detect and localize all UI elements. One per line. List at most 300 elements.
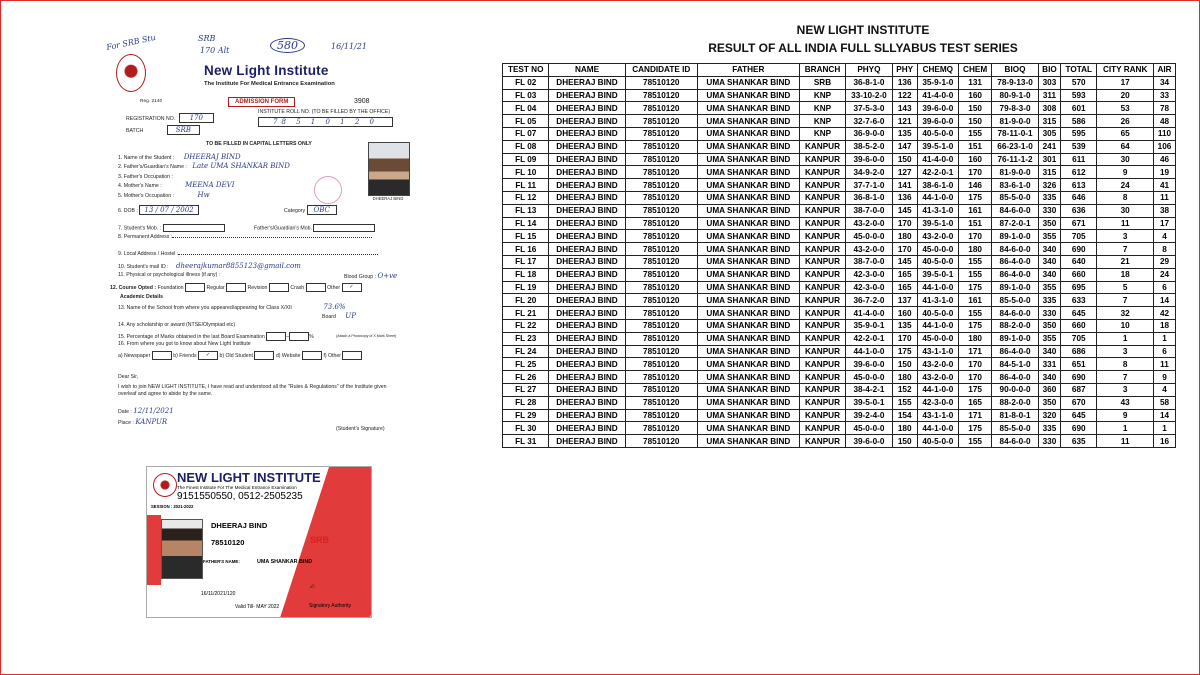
table-cell: 87-2-0-1 bbox=[992, 217, 1038, 230]
table-cell: 690 bbox=[1061, 371, 1097, 384]
table-cell: UMA SHANKAR BIND bbox=[697, 345, 799, 358]
table-cell: FL 14 bbox=[503, 217, 549, 230]
table-row bbox=[503, 307, 1176, 320]
table-row bbox=[503, 268, 1176, 281]
table-row bbox=[503, 89, 1176, 102]
table-cell: 165 bbox=[892, 281, 917, 294]
column-header: PHYQ bbox=[846, 64, 892, 77]
table-cell: UMA SHANKAR BIND bbox=[697, 179, 799, 192]
table-cell: 7 bbox=[1097, 294, 1154, 307]
table-cell: SRB bbox=[799, 76, 845, 89]
table-cell: 43-2-0-0 bbox=[917, 371, 958, 384]
table-cell: 18 bbox=[1097, 268, 1154, 281]
table-cell: 78510120 bbox=[625, 255, 697, 268]
table-cell: 4 bbox=[1154, 383, 1176, 396]
card-signature-label: Signatory Authority bbox=[309, 603, 351, 609]
table-row bbox=[503, 396, 1176, 409]
table-cell: 44-1-0-0 bbox=[917, 383, 958, 396]
table-cell: 311 bbox=[1038, 89, 1060, 102]
table-cell: 136 bbox=[892, 191, 917, 204]
table-cell: 3 bbox=[1097, 383, 1154, 396]
column-header: PHY bbox=[892, 64, 917, 77]
table-cell: 180 bbox=[892, 371, 917, 384]
table-cell: FL 21 bbox=[503, 307, 549, 320]
table-cell: 41-3-1-0 bbox=[917, 204, 958, 217]
table-cell: KNP bbox=[799, 127, 845, 140]
results-body bbox=[503, 76, 1176, 447]
table-cell: UMA SHANKAR BIND bbox=[697, 435, 799, 448]
table-cell: 539 bbox=[1061, 140, 1097, 153]
table-cell: 145 bbox=[892, 204, 917, 217]
field-row: 7. Student's Mob. : bbox=[118, 224, 225, 232]
table-cell: 175 bbox=[958, 319, 991, 332]
table-cell: UMA SHANKAR BIND bbox=[697, 115, 799, 128]
table-cell: 170 bbox=[892, 243, 917, 256]
table-cell: 340 bbox=[1038, 268, 1060, 281]
table-cell: 660 bbox=[1061, 268, 1097, 281]
table-cell: 78510120 bbox=[625, 345, 697, 358]
table-cell: 43-1-1-0 bbox=[917, 345, 958, 358]
table-cell: 645 bbox=[1061, 409, 1097, 422]
table-cell: 43-2-0-0 bbox=[846, 243, 892, 256]
table-row bbox=[503, 166, 1176, 179]
table-cell: 8 bbox=[1097, 191, 1154, 204]
table-cell: 79-8-3-0 bbox=[992, 102, 1038, 115]
table-cell: FL 31 bbox=[503, 435, 549, 448]
table-row bbox=[503, 127, 1176, 140]
table-cell: 340 bbox=[1038, 243, 1060, 256]
card-id: 78510120 bbox=[211, 538, 245, 547]
table-cell: 671 bbox=[1061, 217, 1097, 230]
table-cell: 136 bbox=[892, 76, 917, 89]
institute-logo-icon bbox=[116, 54, 146, 92]
table-cell: 5 bbox=[1097, 281, 1154, 294]
table-cell: 35-9-1-0 bbox=[917, 76, 958, 89]
table-cell: 170 bbox=[958, 230, 991, 243]
table-cell: FL 15 bbox=[503, 230, 549, 243]
column-header: BIO bbox=[1038, 64, 1060, 77]
table-cell: 80-9-1-0 bbox=[992, 89, 1038, 102]
table-cell: 78510120 bbox=[625, 243, 697, 256]
table-cell: 78-9-13-0 bbox=[992, 76, 1038, 89]
batch-value: SRB bbox=[167, 125, 200, 135]
table-cell: 1 bbox=[1154, 332, 1176, 345]
table-cell: 78510120 bbox=[625, 281, 697, 294]
table-cell: 695 bbox=[1061, 281, 1097, 294]
table-cell: 39-6-0-0 bbox=[846, 153, 892, 166]
table-cell: UMA SHANKAR BIND bbox=[697, 127, 799, 140]
table-row bbox=[503, 383, 1176, 396]
table-row bbox=[503, 345, 1176, 358]
card-valid: Valid Till- MAY 2022 bbox=[235, 604, 280, 610]
table-cell: DHEERAJ BIND bbox=[549, 435, 625, 448]
table-cell: FL 07 bbox=[503, 127, 549, 140]
table-cell: 1 bbox=[1097, 422, 1154, 435]
table-cell: 9 bbox=[1097, 166, 1154, 179]
table-cell: UMA SHANKAR BIND bbox=[697, 204, 799, 217]
table-cell: 53 bbox=[1097, 102, 1154, 115]
table-cell: 161 bbox=[958, 204, 991, 217]
table-cell: UMA SHANKAR BIND bbox=[697, 255, 799, 268]
results-subtitle: RESULT OF ALL INDIA FULL SLLYABUS TEST SERIES bbox=[708, 41, 1018, 55]
source-checkbox[interactable] bbox=[152, 351, 172, 360]
table-cell: 170 bbox=[892, 217, 917, 230]
table-cell: 14 bbox=[1154, 409, 1176, 422]
card-branch: SRB bbox=[310, 535, 330, 545]
table-cell: KANPUR bbox=[799, 153, 845, 166]
table-cell: FL 23 bbox=[503, 332, 549, 345]
table-cell: 145 bbox=[892, 255, 917, 268]
results-table bbox=[502, 63, 1176, 448]
table-cell: FL 02 bbox=[503, 76, 549, 89]
table-cell: 127 bbox=[892, 166, 917, 179]
table-cell: 38-5-2-0 bbox=[846, 140, 892, 153]
admission-form bbox=[96, 26, 426, 446]
table-cell: 32 bbox=[1097, 307, 1154, 320]
capital-note: TO BE FILLED IN CAPITAL LETTERS ONLY bbox=[206, 141, 312, 147]
table-cell: 37-7-1-0 bbox=[846, 179, 892, 192]
table-cell: UMA SHANKAR BIND bbox=[697, 102, 799, 115]
table-cell: 4 bbox=[1154, 230, 1176, 243]
table-cell: 84-6-0-0 bbox=[992, 204, 1038, 217]
table-cell: UMA SHANKAR BIND bbox=[697, 281, 799, 294]
table-cell: 37-5-3-0 bbox=[846, 102, 892, 115]
table-cell: UMA SHANKAR BIND bbox=[697, 332, 799, 345]
table-cell: 175 bbox=[958, 281, 991, 294]
table-cell: 78510120 bbox=[625, 435, 697, 448]
table-cell: KANPUR bbox=[799, 204, 845, 217]
form-brand: New Light Institute bbox=[204, 63, 329, 78]
table-cell: DHEERAJ BIND bbox=[549, 140, 625, 153]
table-cell: 161 bbox=[958, 294, 991, 307]
handwritten-note: 170 Alt bbox=[200, 46, 230, 55]
table-cell: KANPUR bbox=[799, 191, 845, 204]
table-cell: 135 bbox=[892, 319, 917, 332]
table-cell: 42-3-0-0 bbox=[846, 268, 892, 281]
table-cell: FL 05 bbox=[503, 115, 549, 128]
table-cell: KANPUR bbox=[799, 422, 845, 435]
table-cell: 42-2-0-1 bbox=[846, 332, 892, 345]
table-cell: UMA SHANKAR BIND bbox=[697, 76, 799, 89]
table-cell: DHEERAJ BIND bbox=[549, 383, 625, 396]
table-cell: 78510120 bbox=[625, 422, 697, 435]
table-cell: 78510120 bbox=[625, 179, 697, 192]
table-cell: 155 bbox=[958, 268, 991, 281]
table-cell: 106 bbox=[1154, 140, 1176, 153]
table-cell: 38-7-0-0 bbox=[846, 255, 892, 268]
handwritten-note: SRB bbox=[198, 34, 216, 43]
table-cell: FL 08 bbox=[503, 140, 549, 153]
table-cell: 24 bbox=[1097, 179, 1154, 192]
table-cell: 46 bbox=[1154, 153, 1176, 166]
q16-row: 16. From where you got to know about New Light Institute bbox=[118, 341, 251, 347]
table-cell: KANPUR bbox=[799, 140, 845, 153]
table-row bbox=[503, 332, 1176, 345]
table-cell: 360 bbox=[1038, 383, 1060, 396]
table-cell: FL 16 bbox=[503, 243, 549, 256]
table-cell: 29 bbox=[1154, 255, 1176, 268]
table-cell: 150 bbox=[892, 358, 917, 371]
table-cell: 131 bbox=[958, 76, 991, 89]
board-row: Board UP bbox=[322, 312, 356, 320]
academic-label: Academic Details bbox=[120, 294, 163, 300]
field-row: 4. Mother's Name : MEENA DEVI bbox=[118, 181, 235, 189]
guardian-mob-row: Father's/Guardian's Mob. bbox=[254, 224, 375, 232]
table-cell: 331 bbox=[1038, 358, 1060, 371]
column-header: TEST NO bbox=[503, 64, 549, 77]
table-cell: UMA SHANKAR BIND bbox=[697, 217, 799, 230]
table-cell: FL 30 bbox=[503, 422, 549, 435]
table-cell: 9 bbox=[1097, 409, 1154, 422]
table-cell: 1 bbox=[1154, 422, 1176, 435]
table-cell: 78510120 bbox=[625, 230, 697, 243]
course-checkbox[interactable] bbox=[306, 283, 326, 292]
table-cell: 150 bbox=[892, 153, 917, 166]
table-cell: UMA SHANKAR BIND bbox=[697, 396, 799, 409]
table-cell: 90-0-0-0 bbox=[992, 383, 1038, 396]
table-cell: 660 bbox=[1061, 319, 1097, 332]
table-row bbox=[503, 435, 1176, 448]
table-cell: DHEERAJ BIND bbox=[549, 345, 625, 358]
table-cell: 86-4-0-0 bbox=[992, 345, 1038, 358]
table-cell: 686 bbox=[1061, 345, 1097, 358]
table-cell: 33 bbox=[1154, 89, 1176, 102]
table-cell: 690 bbox=[1061, 422, 1097, 435]
table-cell: 78510120 bbox=[625, 383, 697, 396]
table-cell: 135 bbox=[892, 127, 917, 140]
registration-row bbox=[126, 114, 214, 122]
table-cell: 38-7-0-0 bbox=[846, 204, 892, 217]
table-cell: 39-5-1-0 bbox=[917, 140, 958, 153]
column-header: AIR bbox=[1154, 64, 1176, 77]
table-cell: 633 bbox=[1061, 294, 1097, 307]
table-cell: FL 17 bbox=[503, 255, 549, 268]
table-cell: 170 bbox=[958, 166, 991, 179]
course-row: 12. Course Opted : Foundation Regular Revision Crash Other ✓ bbox=[110, 283, 362, 292]
table-cell: 89-1-0-0 bbox=[992, 332, 1038, 345]
table-cell: UMA SHANKAR BIND bbox=[697, 294, 799, 307]
table-cell: 78510120 bbox=[625, 217, 697, 230]
table-cell: 44-1-0-0 bbox=[917, 319, 958, 332]
table-cell: 640 bbox=[1061, 255, 1097, 268]
table-cell: 180 bbox=[958, 332, 991, 345]
category-row: Category OBC bbox=[284, 206, 337, 214]
table-cell: 39-6-0-0 bbox=[917, 102, 958, 115]
table-cell: 11 bbox=[1154, 358, 1176, 371]
table-cell: 78510120 bbox=[625, 76, 697, 89]
table-cell: 81-8-0-1 bbox=[992, 409, 1038, 422]
table-cell: 41-3-1-0 bbox=[917, 294, 958, 307]
table-cell: 593 bbox=[1061, 89, 1097, 102]
table-cell: 78510120 bbox=[625, 166, 697, 179]
results-title: NEW LIGHT INSTITUTE bbox=[796, 23, 930, 37]
table-cell: 78510120 bbox=[625, 127, 697, 140]
table-cell: 78510120 bbox=[625, 115, 697, 128]
table-cell: 3 bbox=[1097, 345, 1154, 358]
table-cell: 155 bbox=[958, 307, 991, 320]
table-cell: 146 bbox=[958, 179, 991, 192]
table-cell: FL 13 bbox=[503, 204, 549, 217]
table-cell: 335 bbox=[1038, 191, 1060, 204]
table-cell: 350 bbox=[1038, 217, 1060, 230]
table-cell: KANPUR bbox=[799, 345, 845, 358]
table-cell: 611 bbox=[1061, 153, 1097, 166]
table-cell: 155 bbox=[892, 396, 917, 409]
table-row bbox=[503, 179, 1176, 192]
table-cell: 39-5-0-1 bbox=[846, 396, 892, 409]
table-cell: 86-4-0-0 bbox=[992, 268, 1038, 281]
table-cell: 175 bbox=[958, 191, 991, 204]
card-photo bbox=[161, 519, 203, 579]
course-checkbox[interactable] bbox=[269, 283, 289, 292]
field-row: 1. Name of the Student : DHEERAJ BIND bbox=[118, 153, 241, 161]
table-cell: 78510120 bbox=[625, 89, 697, 102]
table-cell: 39-5-1-0 bbox=[917, 217, 958, 230]
table-cell: 150 bbox=[892, 435, 917, 448]
table-cell: 78-11-0-1 bbox=[992, 127, 1038, 140]
roll-value: 78 5 1 0 1 2 0 bbox=[258, 117, 393, 127]
blood-group-row: Blood Group : O+ve bbox=[344, 272, 398, 280]
table-cell: 86-4-0-0 bbox=[992, 371, 1038, 384]
column-header: CANDIDATE ID bbox=[625, 64, 697, 77]
table-cell: 78510120 bbox=[625, 371, 697, 384]
id-card bbox=[146, 466, 372, 618]
table-cell: 687 bbox=[1061, 383, 1097, 396]
table-cell: DHEERAJ BIND bbox=[549, 179, 625, 192]
table-cell: 85-5-0-0 bbox=[992, 294, 1038, 307]
declaration: I wish to join NEW LIGHT INSTITUTE, I have read and understood all the "Rules & Regulations" of the Institute given overleaf and agree to abide by the same. bbox=[118, 384, 387, 397]
table-cell: 355 bbox=[1038, 230, 1060, 243]
table-cell: DHEERAJ BIND bbox=[549, 115, 625, 128]
form-tagline: The Institute For Medical Entrance Examination bbox=[204, 81, 335, 87]
table-cell: KANPUR bbox=[799, 255, 845, 268]
table-cell: 330 bbox=[1038, 307, 1060, 320]
table-cell: DHEERAJ BIND bbox=[549, 268, 625, 281]
table-cell: 170 bbox=[892, 332, 917, 345]
table-cell: 84-6-0-0 bbox=[992, 435, 1038, 448]
table-cell: 43 bbox=[1097, 396, 1154, 409]
batch-row bbox=[126, 126, 200, 134]
table-cell: 1 bbox=[1097, 332, 1154, 345]
table-cell: FL 27 bbox=[503, 383, 549, 396]
table-cell: 78510120 bbox=[625, 332, 697, 345]
table-cell: 110 bbox=[1154, 127, 1176, 140]
table-cell: 34 bbox=[1154, 76, 1176, 89]
table-row bbox=[503, 409, 1176, 422]
table-cell: 78510120 bbox=[625, 294, 697, 307]
table-cell: UMA SHANKAR BIND bbox=[697, 166, 799, 179]
form-title: ADMISSION FORM bbox=[228, 97, 295, 107]
table-cell: 151 bbox=[958, 217, 991, 230]
table-cell: 30 bbox=[1097, 153, 1154, 166]
q15-note: (Attach a Photocopy of X Mark Sheet) bbox=[336, 334, 397, 338]
table-cell: 11 bbox=[1097, 435, 1154, 448]
table-cell: 180 bbox=[958, 243, 991, 256]
table-cell: 705 bbox=[1061, 332, 1097, 345]
table-cell: 160 bbox=[892, 307, 917, 320]
table-cell: 570 bbox=[1061, 76, 1097, 89]
table-cell: 141 bbox=[892, 179, 917, 192]
table-cell: 303 bbox=[1038, 76, 1060, 89]
table-row bbox=[503, 102, 1176, 115]
source-checkbox-checked[interactable]: ✓ bbox=[198, 351, 218, 360]
table-cell: 3 bbox=[1097, 230, 1154, 243]
column-header: CHEM bbox=[958, 64, 991, 77]
table-cell: 64 bbox=[1097, 140, 1154, 153]
table-cell: 44-1-0-0 bbox=[917, 422, 958, 435]
table-cell: 36-9-0-0 bbox=[846, 127, 892, 140]
table-cell: KANPUR bbox=[799, 383, 845, 396]
table-cell: 320 bbox=[1038, 409, 1060, 422]
table-cell: 330 bbox=[1038, 435, 1060, 448]
source-checkbox[interactable] bbox=[342, 351, 362, 360]
course-checkbox-checked[interactable]: ✓ bbox=[342, 283, 362, 292]
table-cell: KANPUR bbox=[799, 166, 845, 179]
table-cell: 350 bbox=[1038, 396, 1060, 409]
table-cell: 155 bbox=[958, 127, 991, 140]
table-cell: UMA SHANKAR BIND bbox=[697, 307, 799, 320]
course-checkbox[interactable] bbox=[185, 283, 205, 292]
source-checkbox[interactable] bbox=[302, 351, 322, 360]
table-cell: FL 28 bbox=[503, 396, 549, 409]
table-cell: 150 bbox=[958, 102, 991, 115]
table-cell: 78510120 bbox=[625, 358, 697, 371]
table-cell: DHEERAJ BIND bbox=[549, 358, 625, 371]
q13-row: 13. Name of the School from where you appeared/appearing for Class X/XII 73.6% bbox=[118, 303, 346, 311]
table-cell: 645 bbox=[1061, 307, 1097, 320]
table-cell: 36-7-2-0 bbox=[846, 294, 892, 307]
card-logo-icon bbox=[153, 473, 177, 497]
table-cell: 42 bbox=[1154, 307, 1176, 320]
q14-row: 14. Any scholarship or award (NTSE/Olympiad etc) bbox=[118, 322, 236, 328]
photo-caption: DHEERAJ BIND bbox=[372, 196, 404, 201]
field-row: 10. Student's mail ID : dheerajkumar8855123@gmail.com bbox=[118, 262, 301, 270]
table-cell: 65 bbox=[1097, 127, 1154, 140]
table-cell: 670 bbox=[1061, 396, 1097, 409]
table-cell: 45-0-0-0 bbox=[917, 332, 958, 345]
table-cell: KANPUR bbox=[799, 409, 845, 422]
table-cell: 78510120 bbox=[625, 319, 697, 332]
table-cell: 586 bbox=[1061, 115, 1097, 128]
table-cell: 39-6-0-0 bbox=[846, 358, 892, 371]
table-cell: 32-7-6-0 bbox=[846, 115, 892, 128]
table-cell: FL 03 bbox=[503, 89, 549, 102]
table-cell: 335 bbox=[1038, 422, 1060, 435]
table-cell: 88-2-0-0 bbox=[992, 396, 1038, 409]
table-cell: 646 bbox=[1061, 191, 1097, 204]
authority-signature-icon: ✍︎ bbox=[309, 583, 315, 591]
course-checkbox[interactable] bbox=[226, 283, 246, 292]
card-father-label: FATHER'S NAME: bbox=[203, 559, 240, 564]
table-cell: 78510120 bbox=[625, 153, 697, 166]
table-cell: 85-5-0-0 bbox=[992, 422, 1038, 435]
table-cell: 45-0-0-0 bbox=[917, 243, 958, 256]
table-cell: 301 bbox=[1038, 153, 1060, 166]
table-cell: 10 bbox=[1097, 319, 1154, 332]
table-cell: KANPUR bbox=[799, 268, 845, 281]
table-cell: 690 bbox=[1061, 243, 1097, 256]
source-checkbox[interactable] bbox=[254, 351, 274, 360]
table-cell: KNP bbox=[799, 102, 845, 115]
table-cell: FL 04 bbox=[503, 102, 549, 115]
table-cell: 11 bbox=[1097, 217, 1154, 230]
table-cell: 89-1-0-0 bbox=[992, 230, 1038, 243]
table-cell: 180 bbox=[892, 230, 917, 243]
source-row: a) Newspaper b) Friends ✓ b) Old Student d) Website f) Other bbox=[118, 351, 362, 360]
table-cell: FL 25 bbox=[503, 358, 549, 371]
table-cell: FL 20 bbox=[503, 294, 549, 307]
table-cell: DHEERAJ BIND bbox=[549, 166, 625, 179]
